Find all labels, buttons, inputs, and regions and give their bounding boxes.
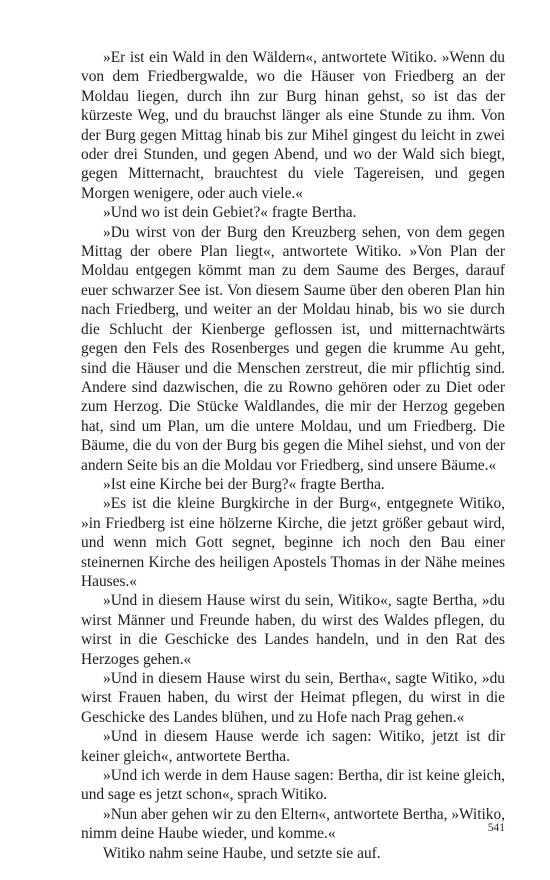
- paragraph-8: »Und in diesem Hause werde ich sagen: Witiko, jetzt ist dir keiner gleich«, antwortete Bertha.: [81, 728, 505, 765]
- paragraph-10: »Nun aber gehen wir zu den Eltern«, antwortete Bertha, »Witiko, nimm deine Haube wieder, und komme.«: [81, 805, 505, 843]
- paragraph-9: »Und ich werde in dem Hause sagen: Bertha, dir ist keine gleich, und sage es jetzt schon«, sprach Witiko.: [81, 767, 505, 804]
- paragraph-7: »Und in diesem Hause wirst du sein, Bertha«, sagte Witiko, »du wirst Frauen haben, du wirst der Heimat pflegen, du wirst in die Geschicke des Landes blühen, und zu Hofe nach Prag gehen.«: [81, 670, 505, 726]
- paragraph-5: »Es ist die kleine Burgkirche in der Burg«, entgegnete Witiko, »in Friedberg ist eine hölzerne Kirche, die jetzt größer gebaut wird, und wenn mich Gott segnet, beginne ich noch den Bau einer steinernen Kirche des heiligen Apostels Thomas in der Nähe meines Hauses.«: [81, 495, 505, 590]
- paragraph-6: »Und in diesem Hause wirst du sein, Witiko«, sagte Bertha, »du wirst Männer und Freunde haben, du wirst des Waldes pflegen, du wirst in die Geschicke des Landes handeln, und in den Rat des Herzoges gehen.«: [81, 592, 505, 668]
- paragraph-4: »Ist eine Kirche bei der Burg?« fragte Bertha.: [103, 475, 385, 493]
- body-text: [81, 48, 505, 863]
- paragraph-1: »Er ist ein Wald in den Wäldern«, antwortete Witiko. »Wenn du von dem Friedbergwalde, wo die Häuser von Friedberg an der Moldau liegen, durch ihn zur Burg hinan gehst, so ist das der kürzeste Weg, und du brauchst länger als eine Stunde zu ihm. Von der Burg gegen Mittag hinab bis zur Mihel gingest du leicht in zwei oder drei Stunden, und gegen Abend, und wo der Wald sich biegt, gegen Mitternacht, brauchtest du viele Tagereisen, und gegen Morgen wenigere, oder auch viele.«: [81, 49, 505, 202]
- paragraph-3: »Du wirst von der Burg den Kreuzberg sehen, von dem gegen Mittag der obere Plan liegt«, antwortete Witiko. »Von Plan der Moldau entgegen kömmt man zu dem Saume des Berges, darauf euer schwarzer See ist. Von diesem Saume über den oberen Plan hin nach Friedberg, und weiter an der Moldau hinab, bis wo sie durch die Schlucht der Kienberge geflossen ist, und mitternachtwärts gegen den Fels des Rosenberges und gegen die krumme Au geht, sind die Häuser und die Menschen zerstreut, die mir pflichtig sind. Andere sind dazwischen, die zu Rowno gehören oder zu Diet oder zum Herzog. Die Stücke Waldlandes, die mir der Herzog gegeben hat, sind um Plan, um die untere Moldau, und um Friedberg. Die Bäume, die du von der Burg bis gegen die Mihel siehst, und von der andern Seite bis an die Moldau vor Friedberg, sind unsere Bäume.«: [81, 223, 505, 474]
- paragraph-11: Witiko nahm seine Haube, und setzte sie auf.: [103, 844, 381, 862]
- page-number: 541: [487, 822, 505, 834]
- paragraph-2: »Und wo ist dein Gebiet?« fragte Bertha.: [103, 204, 357, 222]
